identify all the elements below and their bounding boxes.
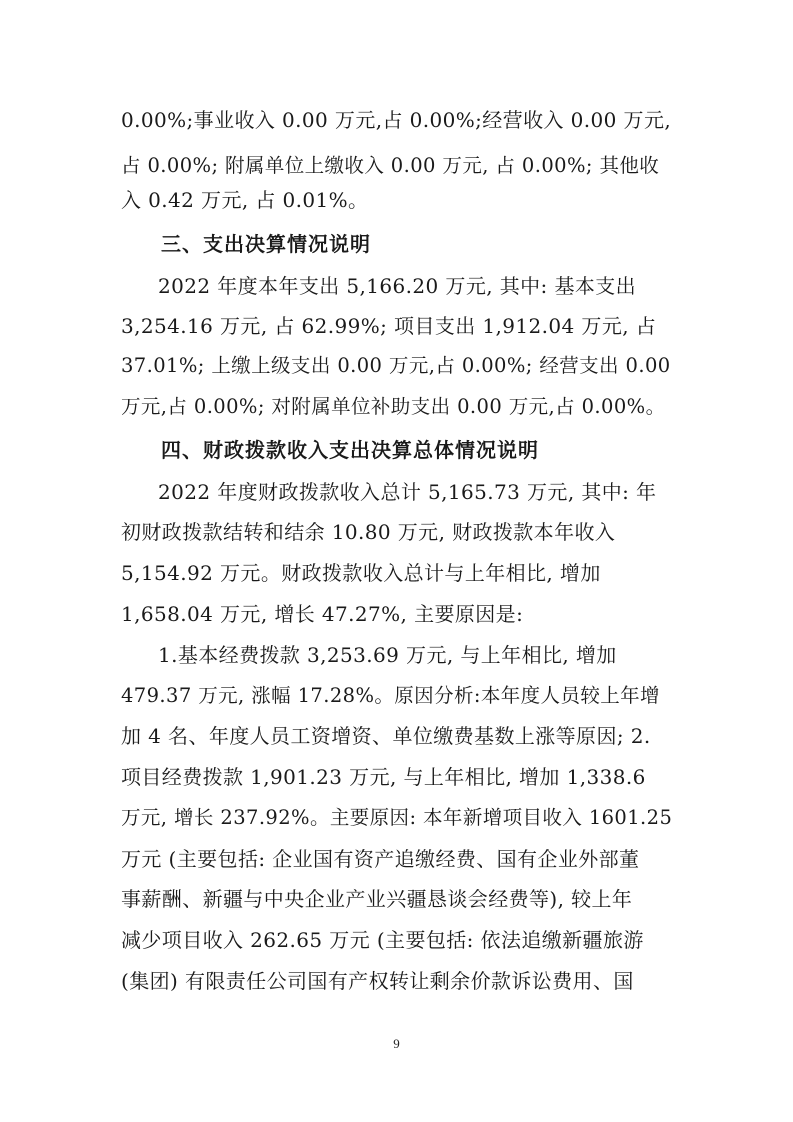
text-line: 5,154.92 万元。财政拨款收入总计与上年相比, 增加 — [121, 561, 601, 585]
text-line: 万元 (主要包括: 企业国有资产追缴经费、国有企业外部董 — [121, 847, 640, 871]
text-line: 占 0.00%; 附属单位上缴收入 0.00 万元, 占 0.00%; 其他收 — [121, 154, 660, 177]
text-line: 0.00%;事业收入 0.00 万元,占 0.00%;经营收入 0.00 万元, — [121, 108, 672, 132]
text-line: 事薪酬、新疆与中央企业产业兴疆恳谈会经费等), 较上年 — [121, 887, 633, 911]
section-heading-4: 四、财政拨款收入支出决算总体情况说明 — [161, 438, 539, 462]
text-line: 2022 年度本年支出 5,166.20 万元, 其中: 基本支出 — [158, 274, 637, 298]
text-line: 减少项目收入 262.65 万元 (主要包括: 依法追缴新疆旅游 — [121, 928, 644, 952]
text-line: 项目经费拨款 1,901.23 万元, 与上年相比, 增加 1,338.6 — [121, 765, 646, 789]
text-line: 2022 年度财政拨款收入总计 5,165.73 万元, 其中: 年 — [158, 480, 657, 504]
text-line: 37.01%; 上缴上级支出 0.00 万元,占 0.00%; 经营支出 0.00 — [121, 354, 671, 377]
text-line: 万元, 增长 237.92%。主要原因: 本年新增项目收入 1601.25 — [121, 806, 673, 829]
text-line: (集团) 有限责任公司国有产权转让剩余价款诉讼费用、国 — [121, 969, 634, 993]
text-line: 万元,占 0.00%; 对附属单位补助支出 0.00 万元,占 0.00%。 — [121, 395, 666, 418]
text-line: 加 4 名、年度人员工资增资、单位缴费基数上涨等原因; 2. — [121, 724, 651, 748]
page-number: 9 — [393, 1036, 400, 1051]
text-line: 初财政拨款结转和结余 10.80 万元, 财政拨款本年收入 — [121, 520, 616, 544]
text-line: 入 0.42 万元, 占 0.01%。 — [121, 188, 369, 212]
text-line: 479.37 万元, 涨幅 17.28%。原因分析:本年度人员较上年增 — [121, 684, 660, 707]
section-heading-3: 三、支出决算情况说明 — [161, 232, 371, 256]
text-line: 1.基本经费拨款 3,253.69 万元, 与上年相比, 增加 — [158, 643, 617, 667]
text-line: 1,658.04 万元, 增长 47.27%, 主要原因是: — [121, 602, 524, 626]
text-line: 3,254.16 万元, 占 62.99%; 项目支出 1,912.04 万元, 占 — [121, 314, 657, 338]
